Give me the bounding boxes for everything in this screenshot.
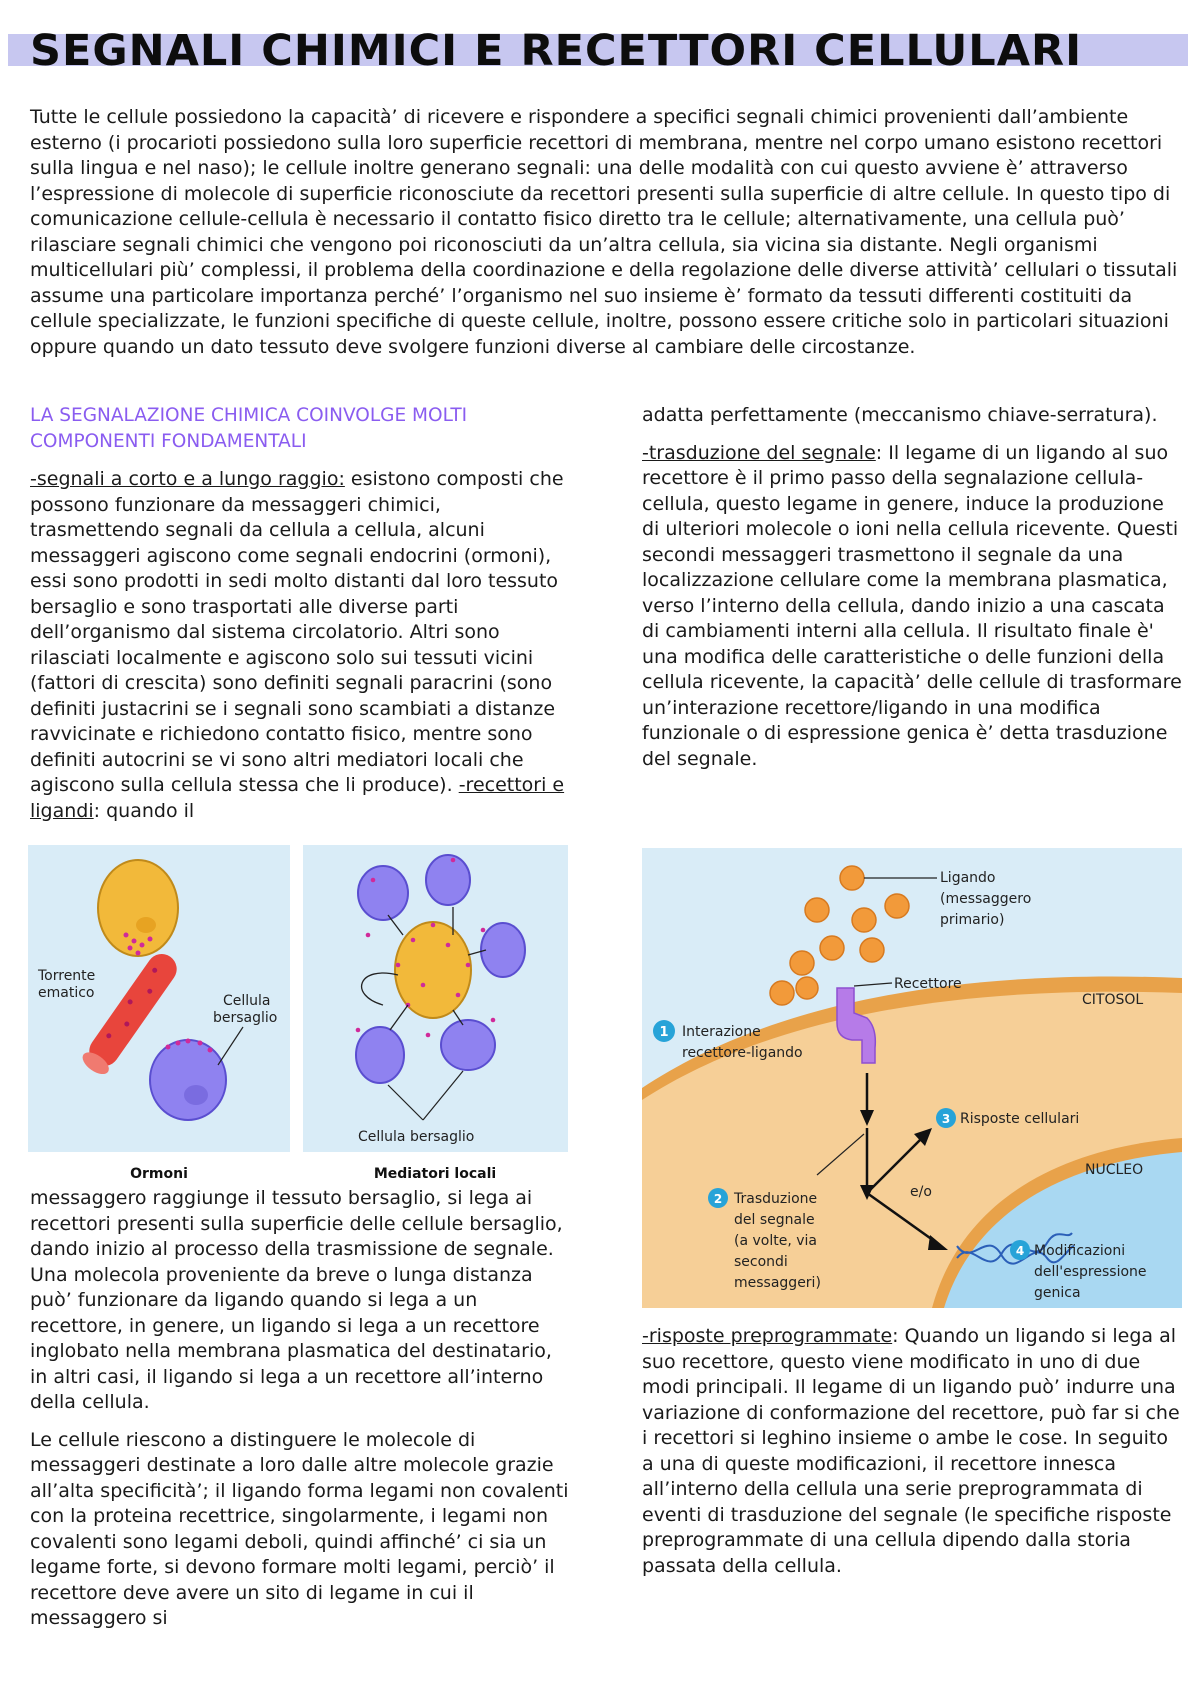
term-transduction: -trasduzione del segnale bbox=[642, 441, 876, 464]
svg-text:2: 2 bbox=[713, 1192, 723, 1206]
label-ligando: Ligando bbox=[940, 870, 996, 886]
svg-text:messaggeri): messaggeri) bbox=[734, 1275, 821, 1291]
specificity-paragraph: Le cellule riescono a distinguere le molecole di messaggeri destinate a loro dalle altre molecole grazie all’alta specificità’; il ligando forma legami non covalenti con la proteina recettrice, singolarmente, i legami non covalenti sono legami deboli, quindi affinché’ ci sia un legame forte, si devono formare molti legami, perciò’ il recettore deve avere un sito di legame in cui il messaggero si bbox=[30, 1428, 569, 1629]
svg-text:(messaggero: (messaggero bbox=[940, 891, 1032, 907]
left-column-bottom bbox=[30, 1186, 570, 1644]
figure-signaling-types bbox=[28, 845, 568, 1185]
figure-signal-transduction bbox=[642, 848, 1182, 1308]
receptor-paragraph: messaggero raggiunge il tessuto bersaglio, si lega ai recettori presenti sulla superficie delle cellule bersaglio, dando inizio al processo della trasmissione de segnale. Una molecola proveniente da breve o lunga distanza può’ funzionare da ligando quando si lega a un recettore, in genere, un ligando si lega a un recettore inglobato nella membrana plasmatica del destinatario, in altri casi, il ligando si lega a un recettore all’interno della cellula. bbox=[30, 1187, 563, 1413]
label-recettore: Recettore bbox=[894, 976, 962, 992]
svg-text:recettore-ligando: recettore-ligando bbox=[682, 1045, 803, 1061]
signals-paragraph: -segnali a corto e a lungo raggio: esistono composti che possono funzionare da messaggeri chimici, trasmettendo segnali da cellula a cellula, alcuni messaggeri agiscono come segnali endocrini (ormoni), essi sono prodotti in sedi molto distanti dal loro tessuto bersaglio e sono trasportati alle diverse parti dell’organismo dal sistema circolatorio. Altri sono rilasciati localmente e agiscono solo sui tessuti vicini (fattori di crescita) sono definiti segnali paracrini (sono definiti justacrini se i segnali sono scambiati a distanze ravvicinate e richiedono contatto fisico, mentre sono definiti autocrini se vi sono altri mediatori locali che agiscono sulla cellula stessa che li produce). -recettori e ligandi: quando il bbox=[30, 468, 565, 822]
label-step3: Risposte cellulari bbox=[960, 1111, 1080, 1127]
svg-text:genica: genica bbox=[1034, 1285, 1081, 1301]
label-citosol: CITOSOL bbox=[1082, 992, 1144, 1008]
svg-text:primario): primario) bbox=[940, 912, 1005, 928]
label-ematico: ematico bbox=[38, 985, 95, 1001]
keylock-paragraph: adatta perfettamente (meccanismo chiave-serratura). bbox=[642, 404, 1158, 426]
transduction-paragraph: -trasduzione del segnale: Il legame di un ligando al suo recettore è il primo passo della segnalazione cellula-cellula, questo legame in genere, induce la produzione di ulteriori molecole o ioni nella cellula ricevente. Questi secondi messaggeri trasmettono il segnale da una localizzazione cellulare come la membrana plasmatica, verso l’interno della cellula, dando inizio a una cascata di cambiamenti interni alla cellula. Il risultato finale è' una modifica delle caratteristiche o delle funzioni della cellula ricevente, la capacità’ delle cellule di trasformare un’interazione recettore/ligando in una modifica funzionale o di espressione genica è’ detta trasduzione del segnale. bbox=[642, 441, 1182, 770]
intro-paragraph: Tutte le cellule possiedono la capacità’ di ricevere e rispondere a specifici segnali chimici provenienti dall’ambiente esterno (i procarioti possiedono sulla loro superficie recettori di membrana, mentre nel corpo umano esistono recettori sulla lingua e nel naso); le cellule inoltre generano segnali: una delle modalità con cui questo avviene è’ attraverso l’espressione di molecole di superficie riconosciute da recettori presenti sulla superficie di altre cellule. In questo tipo di comunicazione cellule-cellula è necessario il contatto fisico diretto tra le cellule; alternativamente, una cellula può’ rilasciare segnali chimici che vengono poi riconosciuti da un’altra cellula, sia vicina sia distante. Negli organismi multicellulari più’ complessi, il problema della coordinazione e della regolazione delle diverse attività’ cellulari o tissutali assume una particolare importanza perché’ l’organismo nel suo insieme è’ formato da tessuti differenti costituiti da cellule specializzate, le funzioni specifiche di queste cellule, inoltre, possono essere critiche solo in particolari situazioni oppure quando un dato tessuto deve svolgere funzioni diverse al cambiare delle circostanze. bbox=[30, 106, 1178, 358]
right-column-bottom bbox=[642, 1324, 1182, 1591]
label-nucleo: NUCLEO bbox=[1085, 1162, 1144, 1178]
section-heading: LA SEGNALAZIONE CHIMICA COINVOLGE MOLTI COMPONENTI FONDAMENTALI bbox=[30, 405, 468, 452]
preprogrammed-paragraph: -risposte preprogrammate: Quando un ligando si lega al suo recettore, questo viene modificato in uno di due modi principali. Il legame di un ligando può’ indurre una variazione di conformazione del recettore, può far si che i recettori si leghino insieme o ambe le cose. In seguito a una di queste modificazioni, il recettore innesca all’interno della cellula una serie preprogrammata di eventi di trasduzione del segnale (le specifiche risposte preprogrammate di una cellula dipendo dalla storia passata della cellula. bbox=[642, 1325, 1180, 1577]
label-torrente: Torrente bbox=[38, 968, 96, 984]
svg-text:del segnale: del segnale bbox=[734, 1212, 815, 1228]
svg-text:4: 4 bbox=[1015, 1244, 1025, 1258]
caption-ormoni: Ormoni bbox=[130, 1166, 188, 1182]
svg-text:1: 1 bbox=[659, 1025, 669, 1040]
term-preprogrammed: -risposte preprogrammate bbox=[642, 1325, 893, 1347]
term-receptors: -recettori e ligandi bbox=[30, 774, 565, 822]
svg-text:3: 3 bbox=[941, 1112, 951, 1126]
left-column-top bbox=[30, 403, 570, 836]
svg-text:dell'espressione: dell'espressione bbox=[1034, 1264, 1147, 1280]
svg-text:(a volte, via: (a volte, via bbox=[734, 1233, 817, 1249]
label-step2: Trasduzione bbox=[734, 1191, 818, 1207]
label-eo: e/o bbox=[910, 1184, 932, 1200]
label-cellula: Cellula bbox=[223, 993, 271, 1009]
page-title: SEGNALI CHIMICI E RECETTORI CELLULARI bbox=[30, 26, 1083, 76]
nucleus bbox=[136, 917, 156, 933]
term-signals: -segnali a corto e a lungo raggio: bbox=[30, 468, 345, 490]
label-bersaglio: bersaglio bbox=[213, 1010, 278, 1026]
label-step1: Interazione bbox=[682, 1024, 761, 1040]
svg-text:secondi: secondi bbox=[734, 1254, 788, 1270]
label-step4: Modificazioni bbox=[1034, 1243, 1126, 1259]
right-column-top bbox=[642, 403, 1182, 784]
target-cell bbox=[150, 1040, 226, 1120]
caption-mediatori: Mediatori locali bbox=[373, 1166, 497, 1182]
label-cellula-bersaglio: Cellula bersaglio bbox=[358, 1129, 475, 1145]
secreting-cell bbox=[98, 860, 178, 956]
